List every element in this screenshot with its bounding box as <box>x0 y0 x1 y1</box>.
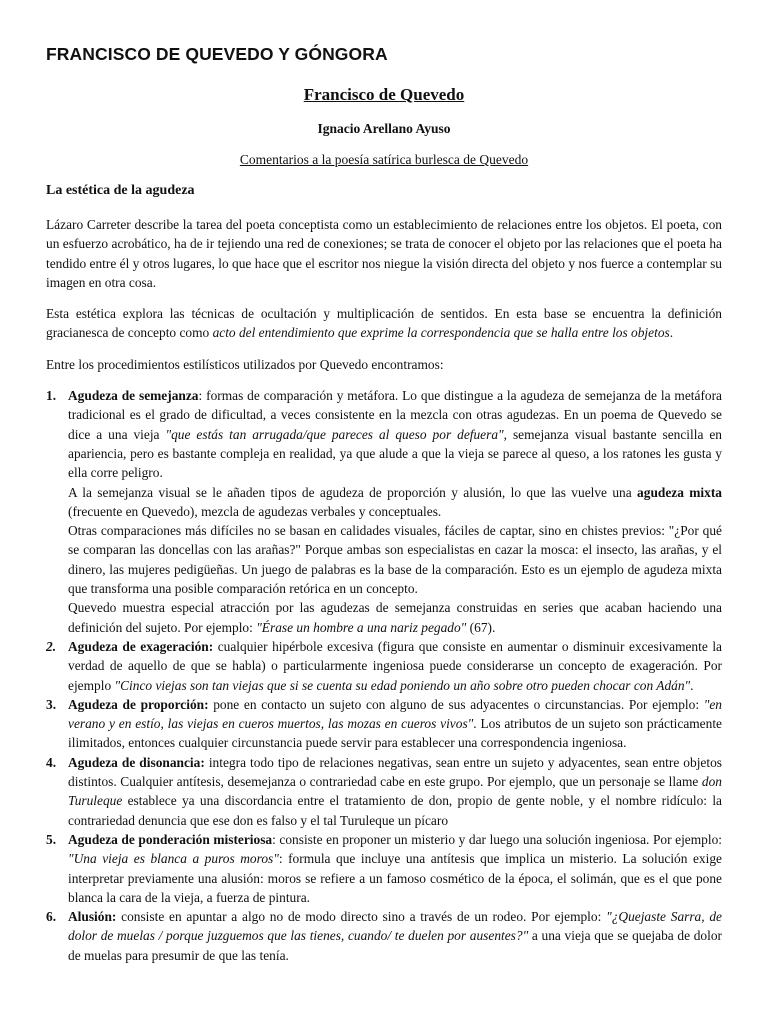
item-quote: "¿Quejaste Sarra, de dolor de muelas / porque juzguemos que las tienes, cuando/ te duelen por ausentes?" <box>68 909 722 944</box>
item-body <box>68 386 722 637</box>
list-item <box>46 830 722 907</box>
list-item <box>46 637 722 695</box>
item-3-paragraph <box>68 695 722 753</box>
paragraph-2 <box>46 304 722 343</box>
item-bold-term: agudeza mixta <box>637 484 722 500</box>
item-text: . Los atributos de un sujeto son prácticamente ilimitados, entonces cualquier circunstancia puede servir para establecer una correspondencia ingeniosa. <box>68 716 722 751</box>
item-text: . <box>690 677 694 693</box>
list-item <box>46 907 722 965</box>
item-1-paragraph-d <box>68 598 722 637</box>
item-title: Agudeza de proporción: <box>68 696 209 712</box>
item-number: 2. <box>46 638 57 654</box>
item-text: : formula que incluye una antítesis que implica un misterio. La solución exige interpretar previamente una alusión: moros se refiere a un famoso cosmético de la época, el solimán, que es el que pone blanca la cara de la vieja, a fuerza de pintura. <box>68 851 722 905</box>
p2-italic-definition: acto del entendimiento que exprime la correspondencia que se halla entre los objetos <box>212 325 670 341</box>
item-title: Agudeza de ponderación misteriosa <box>68 831 273 847</box>
item-quote: don Turuleque <box>68 774 722 809</box>
item-text: cualquier hipérbole excesiva (figura que consiste en aumentar o disminuir excesivamente la verdad de aquello de que se habla) o particularmente ingeniosa puede considerarse un concepto de exageración. Por ejemplo <box>68 638 722 693</box>
item-quote: "Érase un hombre a una nariz pegado" <box>256 619 467 635</box>
item-4-paragraph <box>68 753 722 830</box>
p2-text-start: Esta estética explora las técnicas de ocultación y multiplicación de sentidos. En esta base se encuentra la definición gracianesca de concepto como <box>46 306 722 341</box>
item-number: 1. <box>46 388 57 404</box>
item-number: 4. <box>46 754 57 770</box>
item-1-paragraph-a <box>68 386 722 482</box>
item-title: Agudeza de disonancia: <box>68 754 205 770</box>
item-text: integra todo tipo de relaciones negativas, sean entre un sujeto y adyacentes, sean entre objetos distintos. Cualquier antítesis, desemejanza o contrariedad cabe en este grupo. Por ejemplo, que un personaje se llame <box>68 754 722 790</box>
subtitle: Francisco de Quevedo <box>303 85 465 104</box>
item-number: 5. <box>46 831 57 847</box>
section-heading: La estética de la agudeza <box>46 183 195 198</box>
list-item <box>46 695 722 753</box>
item-text: Quevedo muestra especial atracción por las agudezas de semejanza construidas en series que acaban haciendo una definición del sujeto. Por ejemplo: <box>68 600 722 635</box>
item-body <box>68 695 722 753</box>
item-body <box>68 753 722 830</box>
paragraph-3: Entre los procedimientos estilísticos utilizados por Quevedo encontramos: <box>46 356 444 372</box>
item-body <box>68 637 722 695</box>
item-text: : formas de comparación y metáfora. Lo que distingue a la agudeza de semejanza de la metáfora tradicional es el grado de dificultad, a veces consistente en la mezcla con otras agudezas. En un poema de Quevedo se dice a una vieja <box>68 388 723 442</box>
item-5-paragraph <box>68 830 722 907</box>
item-text: pone en contacto un sujeto con alguno de sus adyacentes o circunstancias. Por ejemplo: <box>208 696 704 712</box>
item-text: (67). <box>466 619 496 635</box>
item-text: establece ya una discordancia entre el tratamiento de don, propio de gente noble, y el nombre ridículo: la contrariedad denuncia que ese don es falso y el tal Turuleque un pícaro <box>68 793 722 828</box>
item-quote: "Cinco viejas son tan viejas que si se cuenta su edad poniendo un año sobre otro pueden chocar con Adán" <box>114 677 691 693</box>
item-quote: "que estás tan arrugada/que pareces al queso por defuera" <box>165 426 504 442</box>
item-1-paragraph-b <box>68 483 722 522</box>
item-body <box>68 907 722 965</box>
author-name: Ignacio Arellano Ayuso <box>317 121 451 136</box>
item-number: 3. <box>46 696 57 712</box>
item-text: consiste en apuntar a algo no de modo directo sino a través de un rodeo. Por ejemplo: <box>116 909 607 925</box>
item-quote: "Una vieja es blanca a puros moros" <box>68 851 279 867</box>
item-6-paragraph <box>68 907 722 965</box>
item-text: A la semejanza visual se le añaden tipos de agudeza de proporción y alusión, lo que las vuelve una <box>68 484 638 500</box>
item-text: , semejanza visual bastante sencilla en apariencia, pero es bastante compleja en realidad, ya que alude a que la vieja se parece al queso, a los ratones les gusta y ella corre peligro. <box>68 426 722 481</box>
procedures-list <box>46 386 722 965</box>
p2-text-end: . <box>669 325 674 341</box>
item-title: Agudeza de semejanza <box>68 388 199 404</box>
item-body <box>68 830 722 907</box>
item-title: Agudeza de exageración: <box>68 638 214 654</box>
list-item <box>46 753 722 830</box>
item-text: : consiste en proponer un misterio y dar luego una solución ingeniosa. Por ejemplo: <box>272 831 722 847</box>
source-title: Comentarios a la poesía satírica burlesca de Quevedo <box>239 152 529 167</box>
item-text: a una vieja que se quejaba de dolor de muelas para presumir de que las tenía. <box>68 928 722 963</box>
list-item <box>46 386 722 637</box>
item-quote: "en verano y en estío, las viejas en cueros muertos, las mozas en cueros vivos" <box>68 696 722 732</box>
paragraph-1: Lázaro Carreter describe la tarea del poeta conceptista como un establecimiento de relaciones entre los objetos. El poeta, con un esfuerzo acrobático, ha de ir tejiendo una red de conexiones; se trata de conocer el objeto por las relaciones que el poeta ha tendido entre él y otros lugares, lo que hace que el escritor nos niegue la visión directa del objeto y nos fuerce a contemplar su imagen en otra cosa. <box>46 217 722 290</box>
item-number: 6. <box>46 909 57 925</box>
item-1-paragraph-c: Otras comparaciones más difíciles no se basan en calidades visuales, fáciles de captar, sino en chistes previos: "¿Por qué se comparan las doncellas con las arañas?" Porque ambas son especialistas en cazar la mosca: el insecto, las arañas, y el dinero, las mujeres pedigüeñas. Un juego de palabras es la base de la comparación. Esto es un ejemplo de agudeza mixta que transforma una posible comparación retórica en un concepto. <box>68 523 722 597</box>
item-2-paragraph <box>68 637 722 695</box>
item-text: (frecuente en Quevedo), mezcla de agudezas verbales y conceptuales. <box>68 503 442 519</box>
item-title: Alusión: <box>68 909 117 925</box>
main-title: FRANCISCO DE QUEVEDO Y GÓNGORA <box>46 44 388 64</box>
